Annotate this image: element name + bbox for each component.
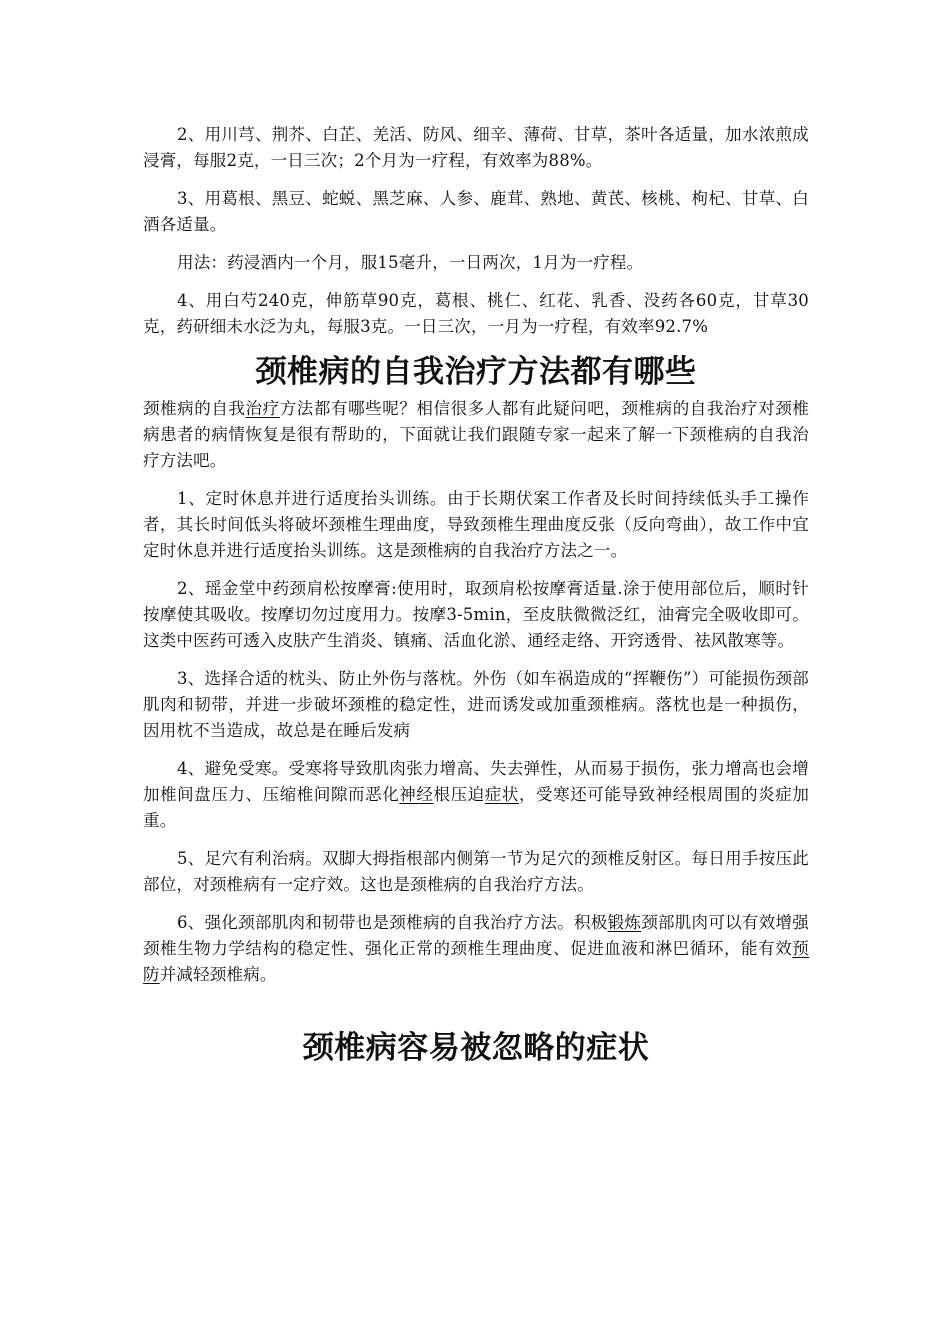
link-treatment[interactable]: 治疗 <box>245 399 280 418</box>
method-1-paragraph: 1、定时休息并进行适度抬头训练。由于长期伏案工作者及长时间持续低头手工操作者，其长时间低头将破坏颈椎生理曲度，导致颈椎生理曲度反张（反向弯曲），故工作中宜定时休息并进行适度抬头训练。这是颈椎病的自我治疗方法之一。 <box>143 489 809 560</box>
method-6-text-a: 6、强化颈部肌肉和韧带也是颈椎病的自我治疗方法。积极 <box>177 913 608 932</box>
remedy-4-paragraph: 4、用白芍240克，伸筋草90克，葛根、桃仁、红花、乳香、没药各60克，甘草30克，药研细未水泛为丸，每服3克。一日三次，一月为一疗程，有效率92.7% <box>143 291 809 336</box>
intro-text-a: 颈椎病的自我 <box>143 399 246 418</box>
intro-text-b: 方法都有哪些呢？相信很多人都有此疑问吧，颈椎病的自我治疗对颈椎病患者的病情恢复是很有帮助的，下面就让我们跟随专家一起来了解一下颈椎病的自我治疗方法吧。 <box>143 399 810 470</box>
document-page <box>143 122 809 1070</box>
method-2-paragraph: 2、瑶金堂中药颈肩松按摩膏:使用时，取颈肩松按摩膏适量.涂于使用部位后，顺时针按摩使其吸收。按摩切勿过度用力。按摩3-5min，至皮肤微微泛红，油膏完全吸收即可。这类中医药可透入皮肤产生消炎、镇痛、活血化淤、通经走络、开窍透骨、祛风散寒等。 <box>143 579 809 650</box>
link-prevention[interactable]: 预防 <box>143 939 809 984</box>
link-symptoms[interactable]: 症状 <box>484 785 519 804</box>
section-heading-overlooked-symptoms: 颈椎病容易被忽略的症状 <box>302 1030 650 1066</box>
method-6-text-c: 并减轻颈椎病。 <box>159 965 277 984</box>
method-4-text-c: ，受寒还可能导致神经根周围的炎症加重。 <box>143 785 810 830</box>
method-4-text-a: 4、避免受寒。受寒将导致肌肉张力增高、失去弹性，从而易于损伤，张力增高也会增加椎间盘压力、压缩椎间隙而恶化 <box>143 759 809 804</box>
method-6-text-b: 颈部肌肉可以有效增强颈椎生物力学结构的稳定性、强化正常的颈椎生理曲度、促进血液和淋巴循环，能有效 <box>143 913 810 958</box>
method-5-paragraph: 5、足穴有利治病。双脚大拇指根部内侧第一节为足穴的颈椎反射区。每日用手按压此部位，对颈椎病有一定疗效。这也是颈椎病的自我治疗方法。 <box>143 849 809 894</box>
method-3-paragraph: 3、选择合适的枕头、防止外伤与落枕。外伤（如车祸造成的“挥鞭伤”）可能损伤颈部肌肉和韧带，并进一步破坏颈椎的稳定性，进而诱发或加重颈椎病。落枕也是一种损伤，因用枕不当造成，故总是在睡后发病 <box>143 669 809 740</box>
link-nerve[interactable]: 神经 <box>399 785 434 804</box>
section-heading-self-treatment: 颈椎病的自我治疗方法都有哪些 <box>255 354 697 390</box>
method-4-paragraph <box>143 756 809 834</box>
method-4-text-b: 根压迫 <box>433 785 485 804</box>
intro-paragraph <box>143 396 809 474</box>
usage-paragraph: 用法：药浸酒内一个月，服15毫升，一日两次，1月为一疗程。 <box>177 253 644 272</box>
remedy-3-paragraph: 3、用葛根、黑豆、蛇蜕、黑芝麻、人参、鹿茸、熟地、黄芪、核桃、枸杞、甘草、白酒各适量。 <box>143 189 809 234</box>
remedy-2-paragraph: 2、用川芎、荆芥、白芷、羌活、防风、细辛、薄荷、甘草，茶叶各适量，加水浓煎成浸膏，每服2克，一日三次；2个月为一疗程，有效率为88%。 <box>143 125 809 170</box>
link-exercise[interactable]: 锻炼 <box>607 913 642 932</box>
method-6-paragraph <box>143 910 809 988</box>
